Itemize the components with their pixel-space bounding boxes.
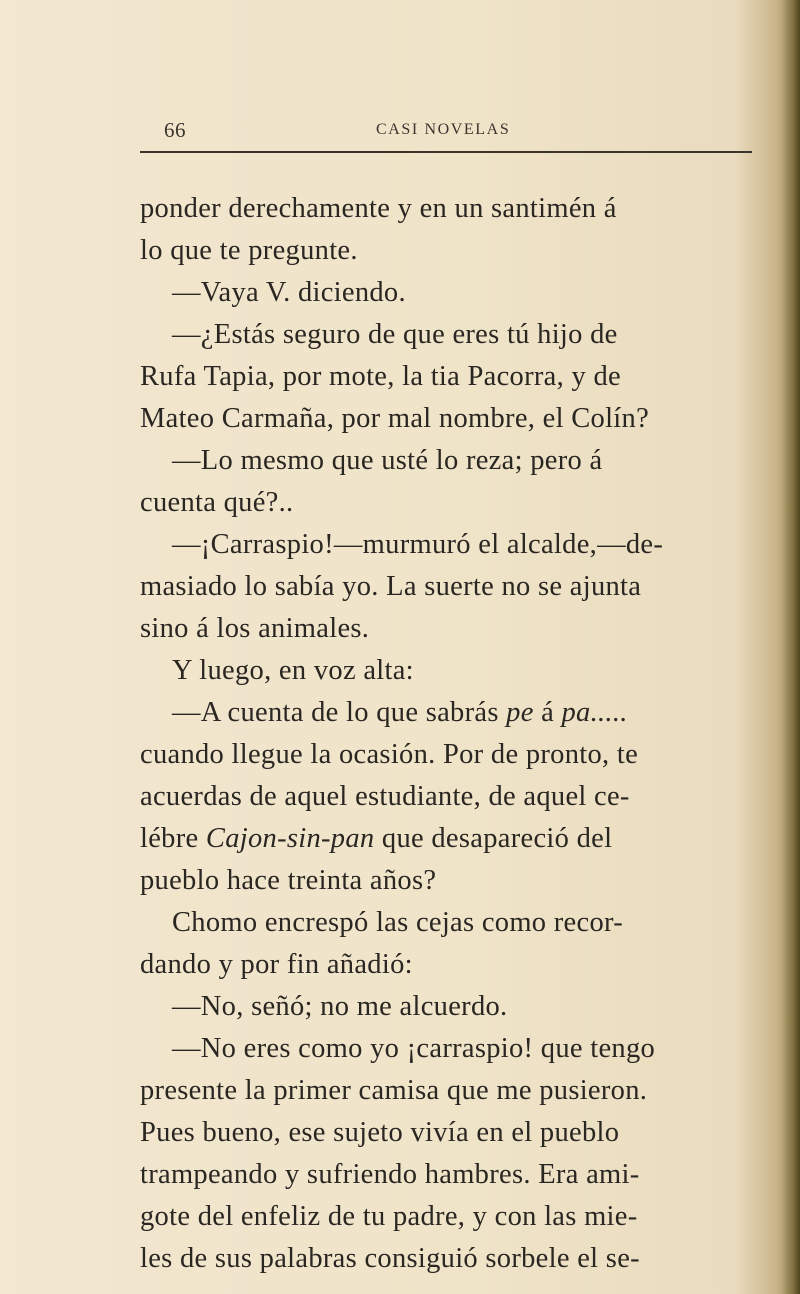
text-line: masiado lo sabía yo. La suerte no se ajunta [140, 571, 642, 602]
text-line: —No eres como yo ¡carraspio! que tengo [172, 1033, 656, 1064]
text-line: cuando llegue la ocasión. Por de pronto, te [140, 739, 639, 770]
page-number: 66 [164, 118, 186, 142]
text-line: trampeando y sufriendo hambres. Era ami- [140, 1159, 640, 1190]
text-line: lo que te pregunte. [140, 235, 358, 266]
header-rule [140, 151, 752, 153]
text-line: —¿Estás seguro de que eres tú hijo de [172, 319, 618, 350]
italic-span: pe [506, 697, 534, 728]
text-span: que desapareció del [374, 823, 613, 854]
text-line: —Lo mesmo que usté lo reza; pero á [172, 445, 603, 476]
text-span: —A cuenta de lo que sabrás [172, 697, 507, 728]
text-line: —¡Carraspio!—murmuró el alcalde,—de- [172, 529, 664, 560]
text-line: Chomo encrespó las cejas como recor- [172, 907, 624, 938]
running-head: CASI NOVELAS [376, 121, 511, 138]
text-line: pueblo hace treinta años? [140, 865, 437, 896]
text-line: acuerdas de aquel estudiante, de aquel ce- [140, 781, 630, 812]
italic-span: Cajon-sin-pan [205, 823, 375, 854]
text-line: presente la primer camisa que me pusieron. [140, 1075, 648, 1106]
page-edge-shadow [782, 0, 800, 1294]
text-line: cuenta qué?.. [140, 487, 294, 518]
text-line: Pues bueno, ese sujeto vivía en el pueblo [140, 1117, 620, 1148]
page-header [140, 118, 760, 146]
text-line: dando y por fin añadió: [140, 949, 413, 980]
text-line: —No, señó; no me alcuerdo. [172, 991, 508, 1022]
italic-span: pa..... [561, 697, 628, 728]
text-line: Rufa Tapia, por mote, la tia Pacorra, y de [140, 361, 621, 392]
text-span: lébre [140, 823, 206, 854]
text-line: ponder derechamente y en un santimén á [140, 193, 617, 224]
text-line: —Vaya V. diciendo. [172, 277, 406, 308]
text-span: á [533, 697, 562, 728]
text-line [140, 692, 760, 734]
text-line [140, 818, 760, 860]
body-text [140, 188, 760, 1280]
text-line: Y luego, en voz alta: [172, 655, 414, 686]
text-line: sino á los animales. [140, 613, 370, 644]
text-line: les de sus palabras consiguió sorbele el se- [140, 1243, 640, 1274]
text-line: gote del enfeliz de tu padre, y con las mie- [140, 1201, 638, 1232]
text-line: Mateo Carmaña, por mal nombre, el Colín? [140, 403, 650, 434]
